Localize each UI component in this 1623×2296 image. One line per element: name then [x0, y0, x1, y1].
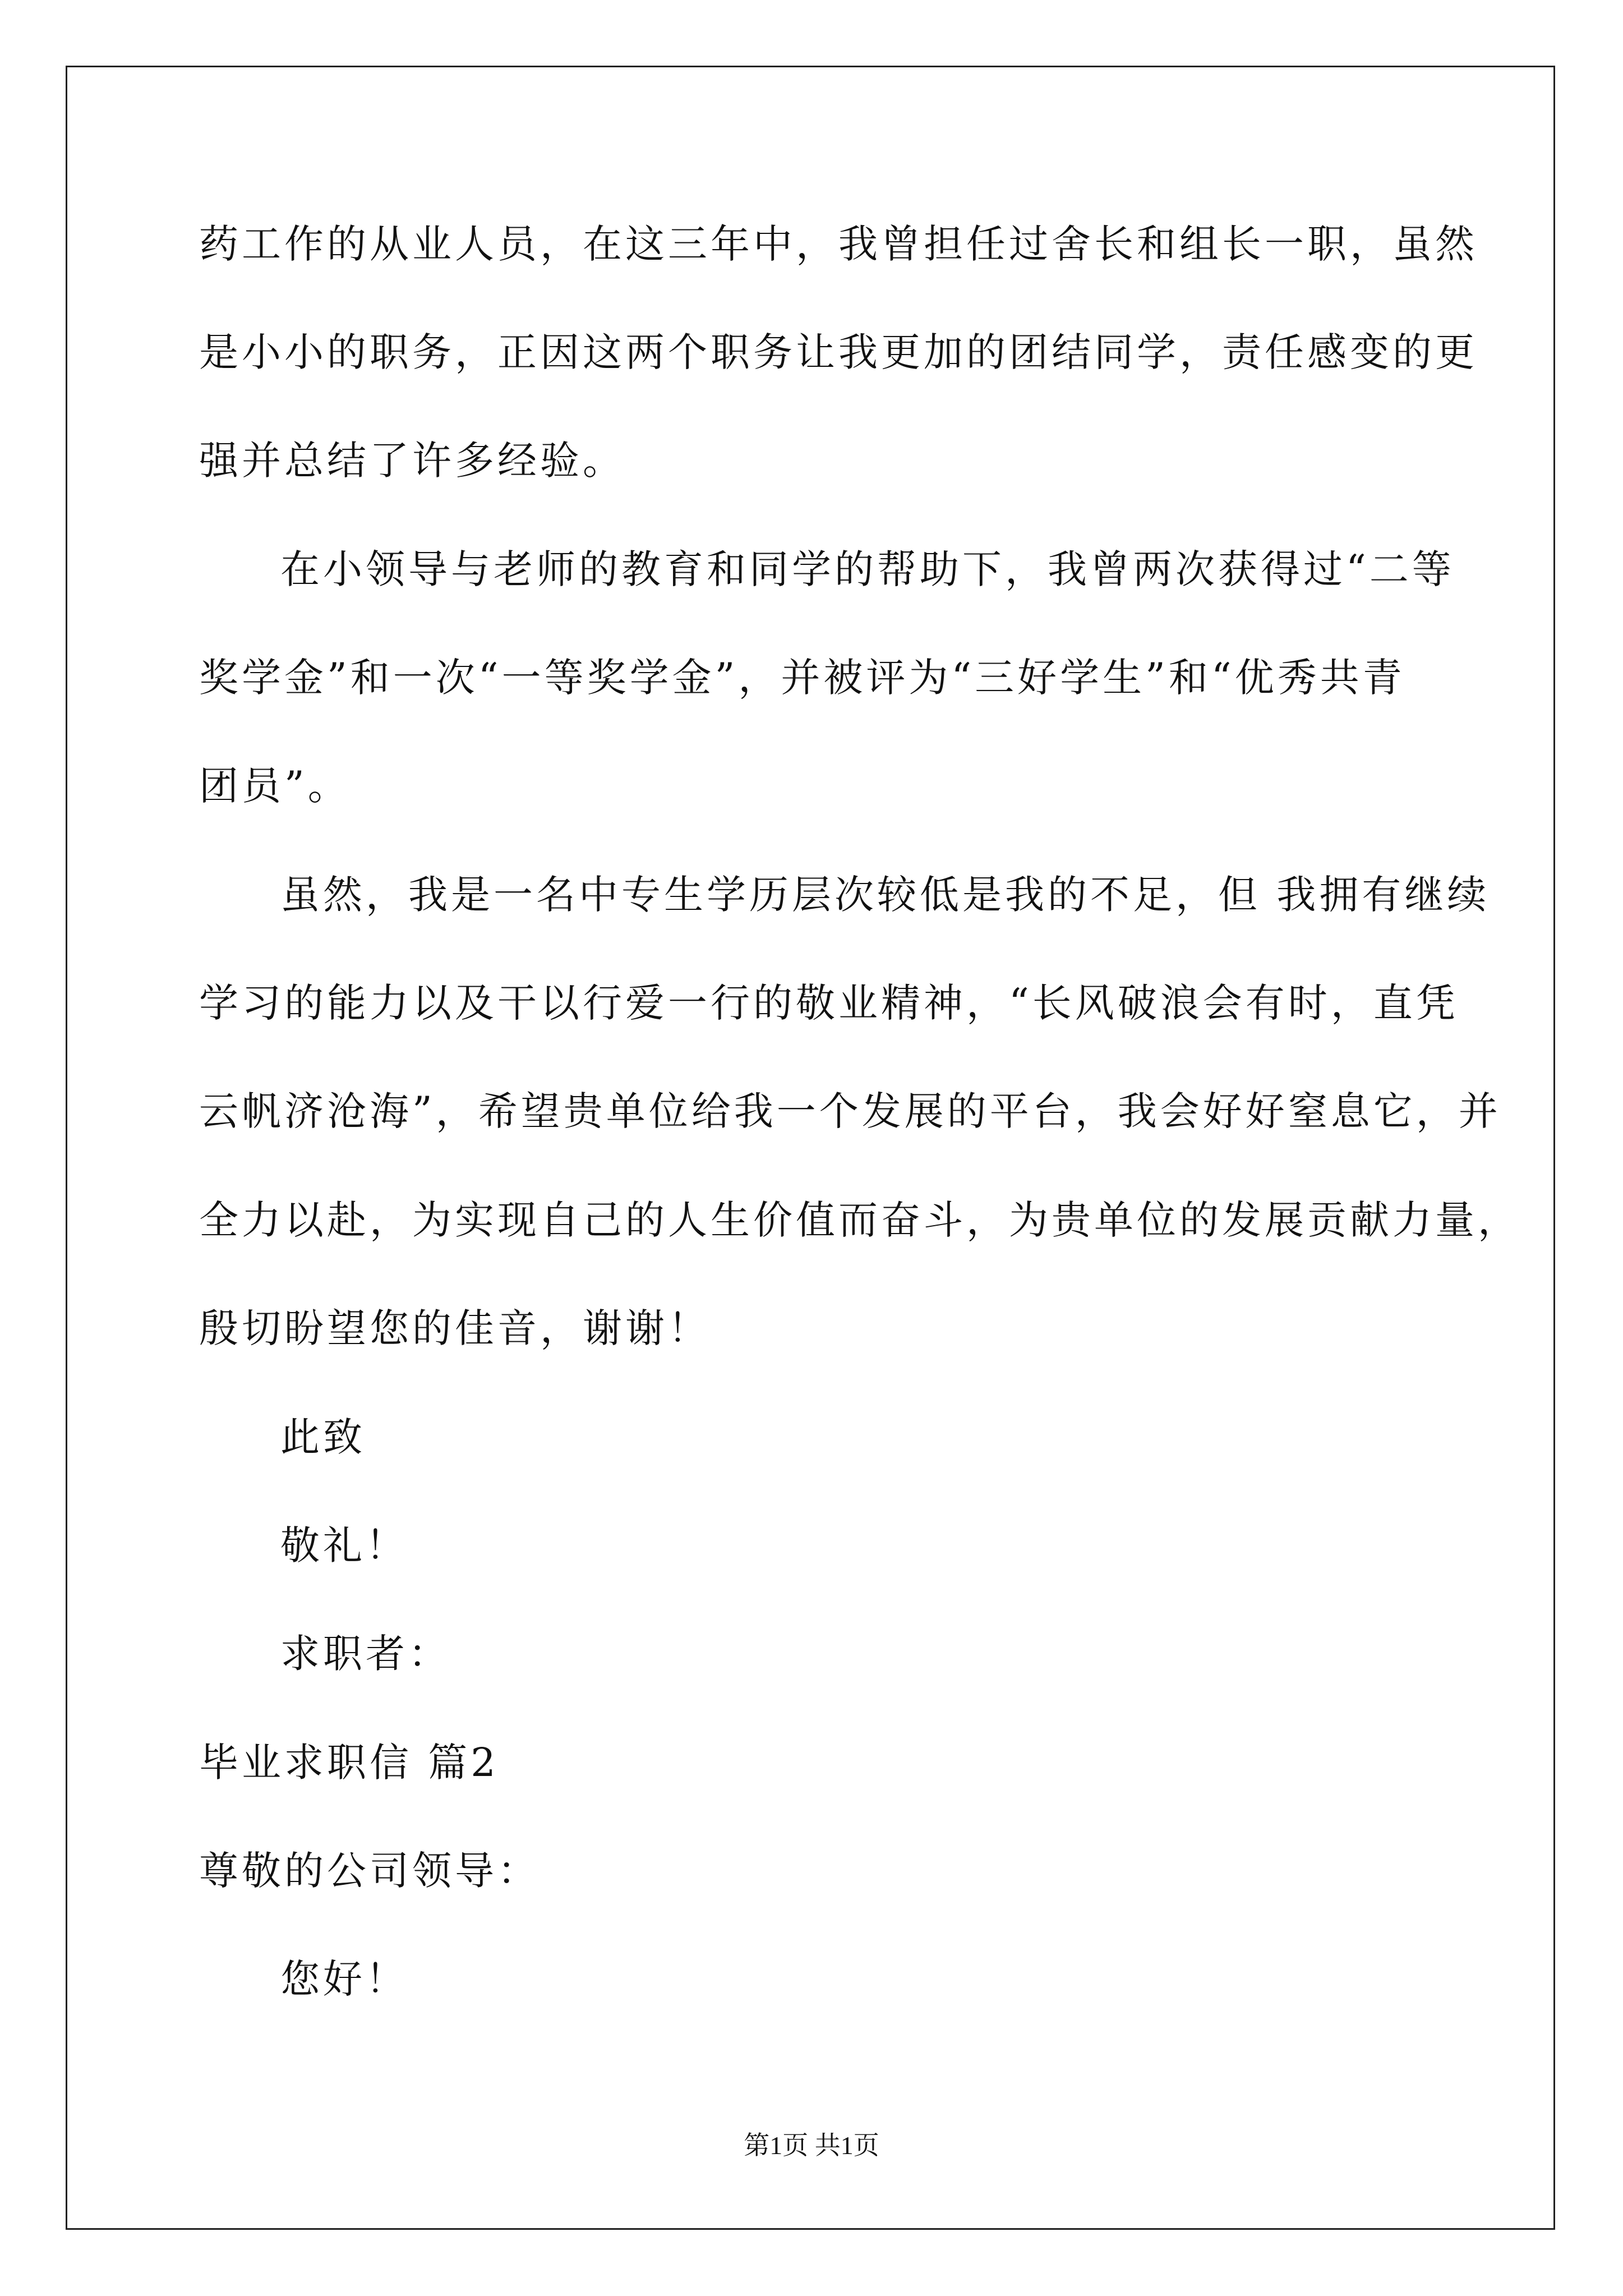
paragraph-line: 学习的能力以及干以行爱一行的敬业精神，“长风破浪会有时，直凭	[199, 980, 1459, 1026]
paragraph-line: 虽然，我是一名中专生学历层次较低是我的不足，但 我拥有继续	[280, 872, 1490, 918]
paragraph-line: 殷切盼望您的佳音，谢谢！	[199, 1305, 711, 1351]
section-heading: 毕业求职信 篇2	[199, 1740, 499, 1786]
greeting: 您好！	[280, 1956, 408, 2002]
salutation: 尊敬的公司领导：	[199, 1848, 540, 1894]
paragraph-line: 药工作的从业人员，在这三年中，我曾担任过舍长和组长一职，虽然	[199, 221, 1478, 267]
paragraph-line: 奖学金”和一次“一等奖学金”，并被评为“三好学生”和“优秀共青	[199, 655, 1405, 701]
signature-label: 求职者：	[280, 1631, 451, 1677]
closing-salute: 敬礼！	[280, 1522, 408, 1568]
page-footer: 第1页 共1页	[744, 2131, 879, 2160]
paragraph-line: 是小小的职务，正因这两个职务让我更加的团结同学，责任感变的更	[199, 329, 1478, 375]
paragraph-line: 在小领导与老师的教育和同学的帮助下，我曾两次获得过“二等	[280, 546, 1455, 592]
closing-line: 此致	[280, 1414, 366, 1460]
paragraph-line: 全力以赴，为实现自己的人生价值而奋斗，为贵单位的发展贡献力量，	[199, 1197, 1520, 1243]
paragraph-line: 强并总结了许多经验。	[199, 438, 625, 484]
paragraph-line: 团员”。	[199, 763, 351, 809]
page-border	[66, 66, 1555, 2230]
paragraph-line: 云帆济沧海”，希望贵单位给我一个发展的平台，我会好好窒息它，并	[199, 1088, 1501, 1134]
